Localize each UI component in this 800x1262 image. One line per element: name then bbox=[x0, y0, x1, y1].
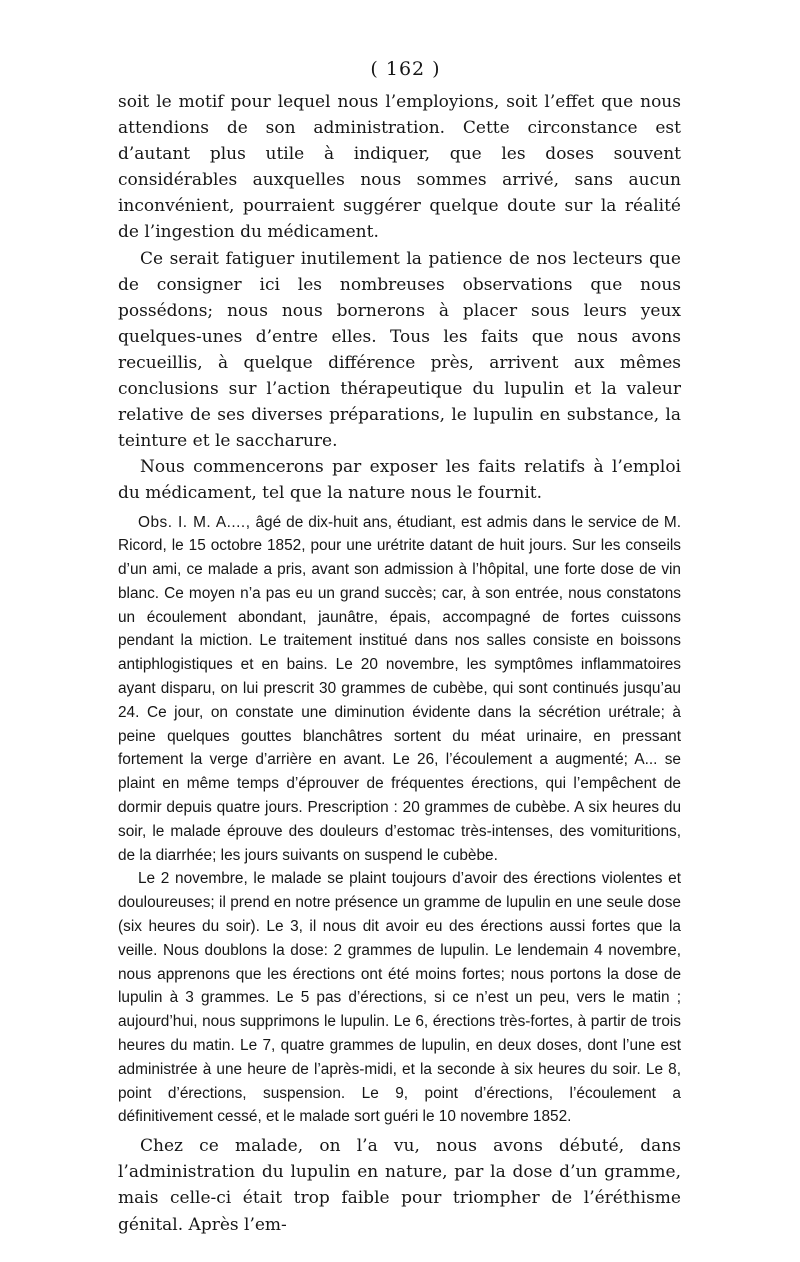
paragraph-intro-facts: Nous commencerons par exposer les faits relatifs à l’emploi du médicament, tel que la nature nous le fournit. bbox=[118, 457, 681, 504]
observation-heading: Obs. I. M. A...., bbox=[138, 513, 251, 531]
paragraph-discussion: Chez ce malade, on l’a vu, nous avons débuté, dans l’administration du lupulin en nature, par la dose d’un gramme, mais celle-ci était trop faible pour triompher de l’éréthisme génital. Après l’em- bbox=[118, 1136, 681, 1235]
observation-one-text: âgé de dix-huit ans, étudiant, est admis dans le service de M. Ricord, le 15 octobre 1852, pour une urétrite datant de huit jours. Sur les conseils d’un ami, ce malade a pris, avant son admission à l’hôpital, une forte dose de vin blanc. Ce moyen n’a pas eu un grand succès; car, à son entrée, nous constatons un écoulement abondant, jaunâtre, épais, accompagné de fortes cuissons pendant la miction. Le traitement institué dans nos salles consiste en boissons antiphlogistiques et en bains. Le 20 novembre, les symptômes inflammatoires ayant disparu, on lui prescrit 30 grammes de cubèbe, qui sont continués jusqu’au 24. Ce jour, on constate une diminution évidente dans la sécrétion urétrale; à peine quelques gouttes blanchâtres sortent du méat urinaire, en pressant fortement la verge d’arrière en avant. Le 26, l’écoulement a augmenté; A... se plaint en même temps d’éprouver de fréquentes érections, qui l’empêchent de dormir depuis quatre jours. Prescription : 20 grammes de cubèbe. A six heures du soir, le malade éprouve des douleurs d’estomac très-intenses, des vomituritions, de la diarrhée; les jours suivants on suspend le cubèbe. bbox=[118, 513, 681, 864]
paragraph-intro-continuation: soit le motif pour lequel nous l’employions, soit l’effet que nous attendions de son administration. Cette circonstance est d’autant plus utile à indiquer, que les doses souvent considérables auxquelles nous sommes arrivé, sans aucun inconvénient, pourraient suggérer quelque doute sur la réalité de l’ingestion du médicament. bbox=[118, 92, 681, 243]
observation-one-paragraph bbox=[118, 511, 681, 868]
paragraph-observations-note: Ce serait fatiguer inutilement la patience de nos lecteurs que de consigner ici les nombreuses observations que nous possédons; nous nous bornerons à placer sous leurs yeux quelques-unes d’entre elles. Tous les faits que nous avons recueillis, à quelque différence près, arrivent aux mêmes conclusions sur l’action thérapeutique du lupulin et la valeur relative de ses diverses préparations, le lupulin en substance, la teinture et le saccharure. bbox=[118, 248, 681, 452]
page-number: ( 162 ) bbox=[370, 58, 441, 80]
observation-one-continuation: Le 2 novembre, le malade se plaint toujours d’avoir des érections violentes et douloureuses; il prend en notre présence un gramme de lupulin en une seule dose (six heures du soir). Le 3, il nous dit avoir eu des érections aussi fortes que la veille. Nous doublons la dose: 2 grammes de lupulin. Le lendemain 4 novembre, nous apprenons que les érections ont été moins fortes; nous portons la dose de lupulin à 3 grammes. Le 5 pas d’érections, si ce n’est un peu, vers le matin ; aujourd’hui, nous supprimons le lupulin. Le 6, érections très-fortes, à partir de trois heures du matin. Le 7, quatre grammes de lupulin, en deux doses, dont l’une est administrée à une heure de l’après-midi, et la seconde à six heures du soir. Le 8, point d’érections, suspension. Le 9, point d’érections, l’écoulement a définitivement cessé, et le malade sort guéri le 10 novembre 1852. bbox=[118, 870, 681, 1126]
book-page bbox=[118, 58, 681, 1238]
